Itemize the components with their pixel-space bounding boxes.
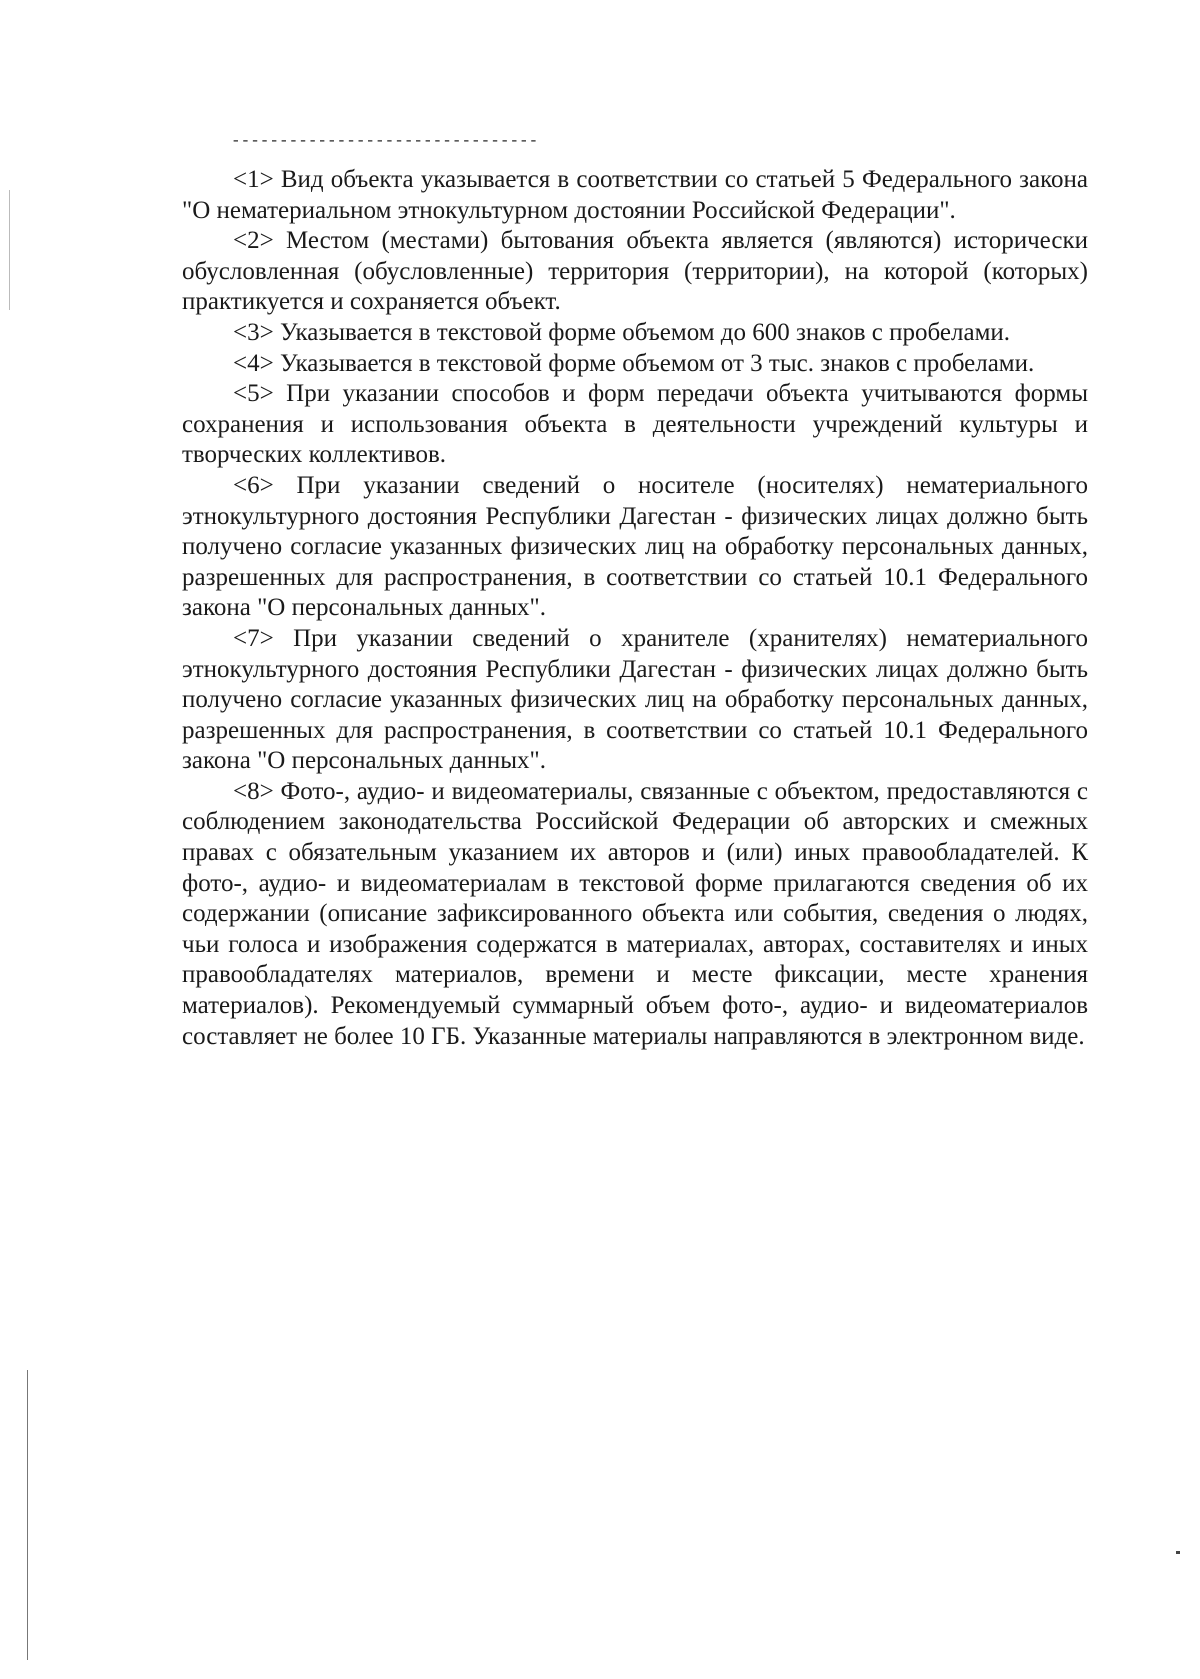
footnote-8: <8> Фото-, аудио- и видеоматериалы, связанные с объектом, предоставляются с соблюдением законодательства Российской Федерации об авторских и смежных правах с обязательным указанием их авторов и (или) иных правообладателей. К фото-, аудио- и видеоматериалам в текстовой форме прилагаются сведения об их содержании (описание зафиксированного объекта или события, сведения о людях, чьи голоса и изображения содержатся в материалах, авторах, составителях и иных правообладателях материалов, времени и месте фиксации, месте хранения материалов). Рекомендуемый суммарный объем фото-, аудио- и видеоматериалов составляет не более 10 ГБ. Указанные материалы направляются в электронном виде. bbox=[182, 777, 1088, 1050]
footnote-5: <5> При указании способов и форм передачи объекта учитываются формы сохранения и использования объекта в деятельности учреждений культуры и творческих коллективов. bbox=[182, 380, 1088, 469]
footnote-1: <1> Вид объекта указывается в соответствии со статьей 5 Федерального закона "О нематериальном этнокультурном достоянии Российской Федерации". bbox=[182, 166, 1088, 224]
footnotes-list bbox=[182, 165, 1088, 1052]
scan-artifact-top bbox=[9, 190, 10, 310]
footnote-separator: -------------------------------- bbox=[231, 132, 539, 150]
footnote-2: <2> Местом (местами) бытования объекта является (являются) исторически обусловленная (обусловленные) территория (территории), на которой (которых) практикуется и сохраняется объект. bbox=[182, 227, 1088, 316]
scan-artifact-speck bbox=[1176, 1551, 1180, 1554]
footnote-4: <4> Указывается в текстовой форме объемом от 3 тыс. знаков с пробелами. bbox=[233, 349, 1035, 377]
footnote-7: <7> При указании сведений о хранителе (хранителях) нематериального этнокультурного достояния Республики Дагестан - физических лицах должно быть получено согласие указанных физических лиц на обработку персональных данных, разрешенных для распространения, в соответствии со статьей 10.1 Федерального закона "О персональных данных". bbox=[182, 624, 1088, 775]
scan-artifact-bottom bbox=[27, 1370, 28, 1660]
footnote-3: <3> Указывается в текстовой форме объемом до 600 знаков с пробелами. bbox=[233, 318, 1011, 346]
footnote-6: <6> При указании сведений о носителе (носителях) нематериального этнокультурного достояния Республики Дагестан - физических лицах должно быть получено согласие указанных физических лиц на обработку персональных данных, разрешенных для распространения, в соответствии со статьей 10.1 Федерального закона "О персональных данных". bbox=[182, 471, 1088, 622]
